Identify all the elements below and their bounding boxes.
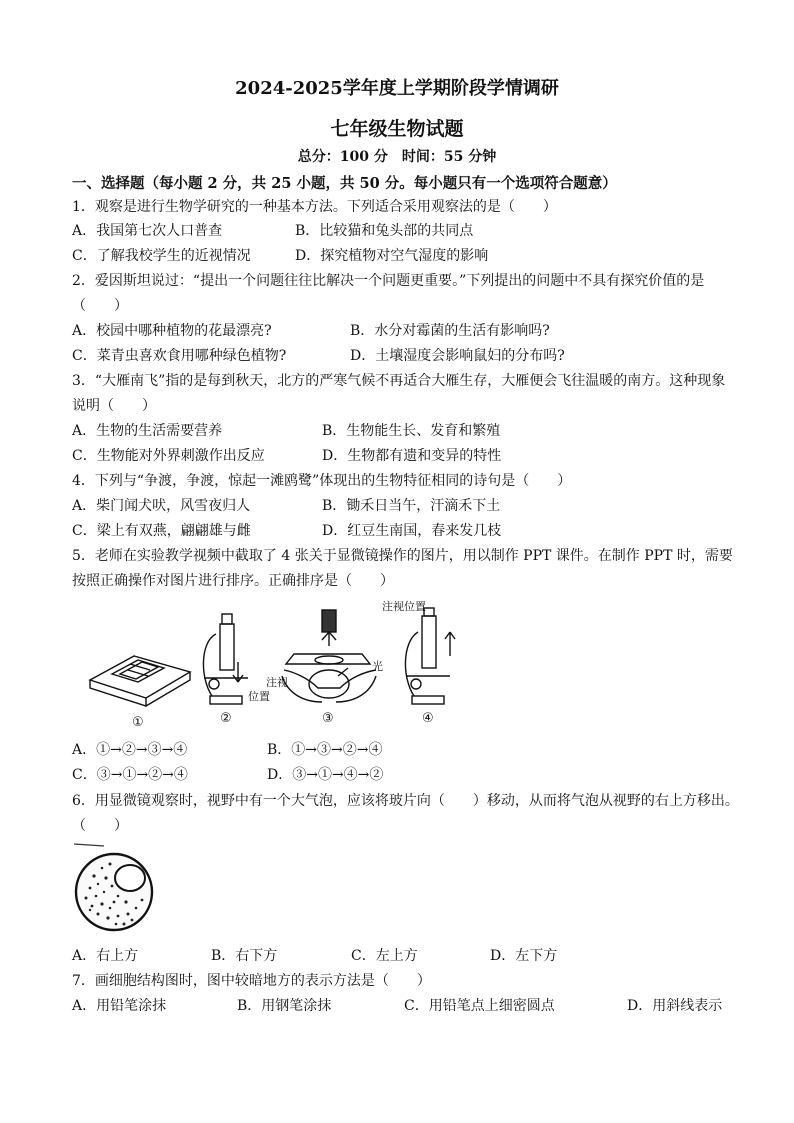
q4-option-d[interactable]: D．红豆生南国，春来发几枝 [322, 523, 502, 539]
question-2-text-cont: （ ） [72, 298, 128, 314]
q4-option-b[interactable]: B．锄禾日当午，汗滴禾下土 [322, 498, 501, 514]
exam-meta: 总分：100 分 时间：55 分钟 [297, 149, 497, 165]
exam-subtitle: 七年级生物试题 [330, 118, 464, 140]
q7-option-a[interactable]: A．用铅笔涂抹 [72, 998, 167, 1014]
q4-option-c[interactable]: C．梁上有双燕，翩翩雄与雌 [72, 523, 251, 539]
q6-option-a[interactable]: A．右上方 [72, 948, 139, 964]
microscope-drawing-2 [203, 614, 248, 704]
q2-option-b[interactable]: B．水分对霉菌的生活有影响吗? [350, 323, 550, 339]
section-heading: 一、选择题（每小题 2 分，共 25 小题，共 50 分。每小题只有一个选项符合题意） [72, 175, 617, 192]
bubble-field-figure [72, 840, 162, 936]
question-3-text-cont: 说明（ ） [72, 398, 156, 414]
q1-option-d[interactable]: D．探究植物对空气湿度的影响 [295, 248, 489, 264]
figure-note-weizhi: 位置 [248, 690, 270, 703]
figure-label-2: ② [220, 711, 232, 726]
microscope-drawing-4 [405, 608, 455, 704]
figure-note-zhushi: 注视 [266, 676, 288, 689]
microscope-figure [72, 598, 464, 730]
question-5-text-cont: 按照正确操作对图片进行排序。正确排序是（ ） [72, 573, 394, 589]
question-6-text: 6．用显微镜观察时，视野中有一个大气泡，应该将玻片向（ ）移动，从而将气泡从视野的右上方移出。 [72, 793, 739, 809]
figure-label-4: ④ [422, 711, 434, 726]
q5-option-c[interactable]: C．③→①→②→④ [72, 767, 188, 783]
figure-label-3: ③ [322, 711, 334, 726]
q7-option-b[interactable]: B．用钢笔涂抹 [237, 998, 332, 1014]
q1-option-c[interactable]: C．了解我校学生的近视情况 [72, 248, 251, 264]
q5-option-b[interactable]: B．①→③→②→④ [267, 742, 383, 758]
q3-option-a[interactable]: A．生物的生活需要营养 [72, 423, 223, 439]
q3-option-d[interactable]: D．生物都有遗和变异的特性 [322, 448, 502, 464]
question-4-text: 4．下列与“争渡，争渡，惊起一滩鸥鹭”体现出的生物特征相同的诗句是（ ） [72, 473, 572, 489]
q2-option-d[interactable]: D．土壤湿度会影响鼠妇的分布吗? [350, 348, 565, 364]
figure-label-1: ① [132, 715, 144, 730]
q6-option-b[interactable]: B．右下方 [211, 948, 278, 964]
q5-option-a[interactable]: A．①→②→③→④ [72, 742, 188, 758]
q2-option-c[interactable]: C．菜青虫喜欢食用哪种绿色植物? [72, 348, 287, 364]
q6-option-c[interactable]: C．左上方 [351, 948, 418, 964]
q1-option-a[interactable]: A．我国第七次人口普查 [72, 223, 223, 239]
question-2-text: 2．爱因斯坦说过：“提出一个问题往往比解决一个问题更重要。”下列提出的问题中不具有探究价值的是 [72, 273, 705, 289]
question-1-text: 1．观察是进行生物学研究的一种基本方法。下列适合采用观察法的是（ ） [72, 199, 557, 215]
question-3-text: 3．“大雁南飞”指的是每到秋天，北方的严寒气候不再适合大雁生存，大雁便会飞往温暖的南方。这种现象 [72, 373, 726, 389]
q7-option-c[interactable]: C．用铅笔点上细密圆点 [404, 998, 555, 1014]
question-5-text: 5．老师在实验教学视频中截取了 4 张关于显微镜操作的图片，用以制作 PPT 课件。在制作 PPT 时，需要 [72, 548, 733, 564]
question-6-text-cont: （ ） [72, 818, 128, 834]
q5-option-d[interactable]: D．③→①→④→② [267, 767, 384, 783]
q3-option-c[interactable]: C．生物能对外界刺激作出反应 [72, 448, 265, 464]
figure-note-position: 注视位置 [382, 600, 426, 613]
q4-option-a[interactable]: A．柴门闻犬吠，风雪夜归人 [72, 498, 251, 514]
bubble-field-svg [72, 840, 162, 936]
microscope-figure-svg [72, 598, 464, 730]
question-7-text: 7．画细胞结构图时，图中较暗地方的表示方法是（ ） [72, 973, 431, 989]
microscope-drawing-3 [282, 610, 376, 702]
q2-option-a[interactable]: A．校园中哪种植物的花最漂亮? [72, 323, 272, 339]
q3-option-b[interactable]: B．生物能生长、发育和繁殖 [322, 423, 501, 439]
exam-title: 2024-2025学年度上学期阶段学情调研 [235, 78, 559, 99]
q6-option-d[interactable]: D．左下方 [490, 948, 558, 964]
figure-note-light: 光 [372, 660, 383, 673]
q7-option-d[interactable]: D．用斜线表示 [627, 998, 723, 1014]
stage-slide-drawing [90, 656, 190, 706]
q1-option-b[interactable]: B．比较猫和兔头部的共同点 [295, 223, 474, 239]
